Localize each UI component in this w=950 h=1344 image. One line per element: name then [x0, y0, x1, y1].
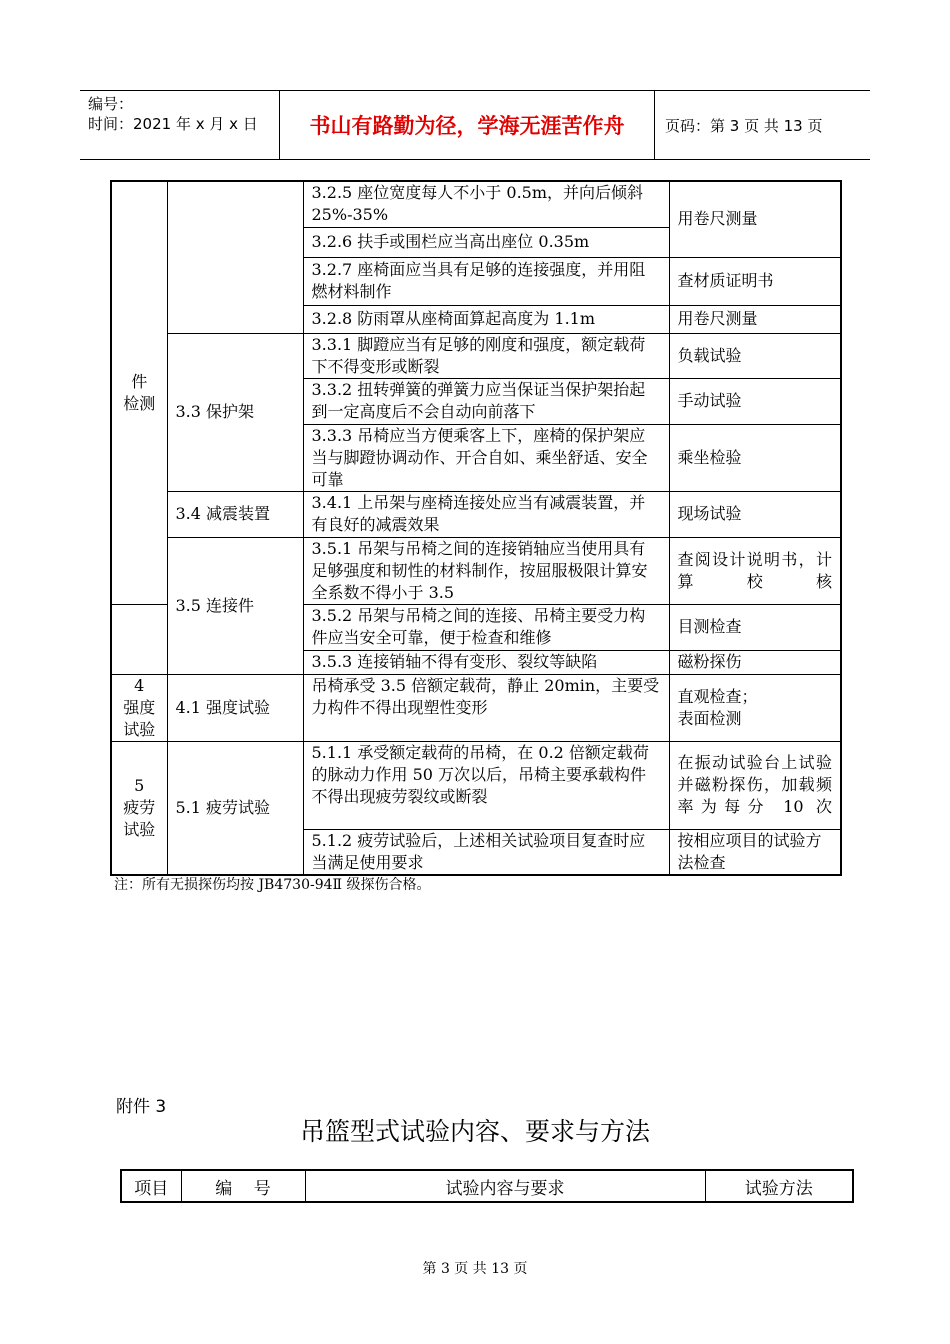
row-353: 3.5.3 连接销轴不得有变形、裂纹等缺陷	[303, 650, 669, 674]
method-332: 手动试验	[669, 378, 841, 424]
row-351: 3.5.1 吊架与吊椅之间的连接销轴应当使用具有足够强度和韧性的材料制作，按屈服极限计算安全系数不得小于 3.5	[303, 537, 669, 604]
row-512: 5.1.2 疲劳试验后，上述相关试验项目复查时应当满足使用要求	[303, 829, 669, 875]
item-41: 4.1 强度试验	[167, 674, 303, 741]
method-325-326: 用卷尺测量	[669, 181, 841, 257]
col-method: 试验方法	[705, 1170, 853, 1202]
header-motto: 书山有路勤为径，学海无涯苦作舟	[280, 91, 655, 159]
group-fatigue: 5 疲劳 试验	[111, 741, 167, 875]
col-number: 编 号	[181, 1170, 305, 1202]
method-351: 查阅设计说明书，计算校核	[669, 537, 841, 604]
method-331: 负载试验	[669, 333, 841, 378]
method-328: 用卷尺测量	[669, 305, 841, 333]
item-32-blank	[167, 181, 303, 333]
item-33: 3.3 保护架	[167, 333, 303, 491]
page-footer: 第 3 页 共 13 页	[422, 1261, 528, 1277]
method-352: 目测检查	[669, 604, 841, 650]
page-header	[80, 90, 870, 160]
row-333: 3.3.3 吊椅应当方便乘客上下，座椅的保护架应当与脚蹬协调动作、开合自如、乘坐舒适、安全可靠	[303, 424, 669, 491]
row-326: 3.2.6 扶手或围栏应当高出座位 0.35m	[303, 227, 669, 257]
row-327: 3.2.7 座椅面应当具有足够的连接强度，并用阻燃材料制作	[303, 257, 669, 305]
row-332: 3.3.2 扭转弹簧的弹簧力应当保证当保护架抬起到一定高度后不会自动向前落下	[303, 378, 669, 424]
method-333: 乘坐检验	[669, 424, 841, 491]
row-328: 3.2.8 防雨罩从座椅面算起高度为 1.1m	[303, 305, 669, 333]
method-41: 直观检查； 表面检测	[669, 674, 841, 741]
header-page-info: 页码：第 3 页 共 13 页	[665, 116, 823, 135]
code-label: 编号：	[88, 95, 134, 113]
row-331: 3.3.1 脚蹬应当有足够的刚度和强度，额定载荷下不得变形或断裂	[303, 333, 669, 378]
col-item: 项目	[121, 1170, 181, 1202]
row-341: 3.4.1 上吊架与座椅连接处应当有减震装置，并有良好的减震效果	[303, 491, 669, 537]
row-352: 3.5.2 吊架与吊椅之间的连接、吊椅主要受力构件应当安全可靠，便于检查和维修	[303, 604, 669, 650]
group-parts: 件 检测	[111, 181, 167, 604]
header-left	[80, 91, 280, 159]
time-label: 时间：2021 年 x 月 x 日	[88, 115, 258, 133]
basket-test-table-header	[120, 1169, 854, 1203]
method-512: 按相应项目的试验方法检查	[669, 829, 841, 875]
method-327: 查材质证明书	[669, 257, 841, 305]
inspection-table	[110, 180, 842, 876]
row-325: 3.2.5 座位宽度每人不小于 0.5m，并向后倾斜 25%-35%	[303, 181, 669, 227]
section-title: 吊篮型式试验内容、要求与方法	[299, 1117, 650, 1146]
item-34: 3.4 减震装置	[167, 491, 303, 537]
table-note: 注：所有无损探伤均按 JB4730-94Ⅱ 级探伤合格。	[114, 877, 431, 893]
item-35: 3.5 连接件	[167, 537, 303, 674]
group-parts-cont	[111, 604, 167, 674]
method-511: 在振动试验台上试验并磁粉探伤，加载频率为每分 10 次	[669, 741, 841, 829]
group-strength: 4 强度 试验	[111, 674, 167, 741]
col-content: 试验内容与要求	[305, 1170, 705, 1202]
row-41: 吊椅承受 3.5 倍额定载荷，静止 20min，主要受力构件不得出现塑性变形	[303, 674, 669, 741]
attachment-label: 附件 3	[116, 1097, 167, 1117]
item-51: 5.1 疲劳试验	[167, 741, 303, 875]
method-353: 磁粉探伤	[669, 650, 841, 674]
method-341: 现场试验	[669, 491, 841, 537]
row-511: 5.1.1 承受额定载荷的吊椅，在 0.2 倍额定载荷的脉动力作用 50 万次以后，吊椅主要承载构件不得出现疲劳裂纹或断裂	[303, 741, 669, 829]
